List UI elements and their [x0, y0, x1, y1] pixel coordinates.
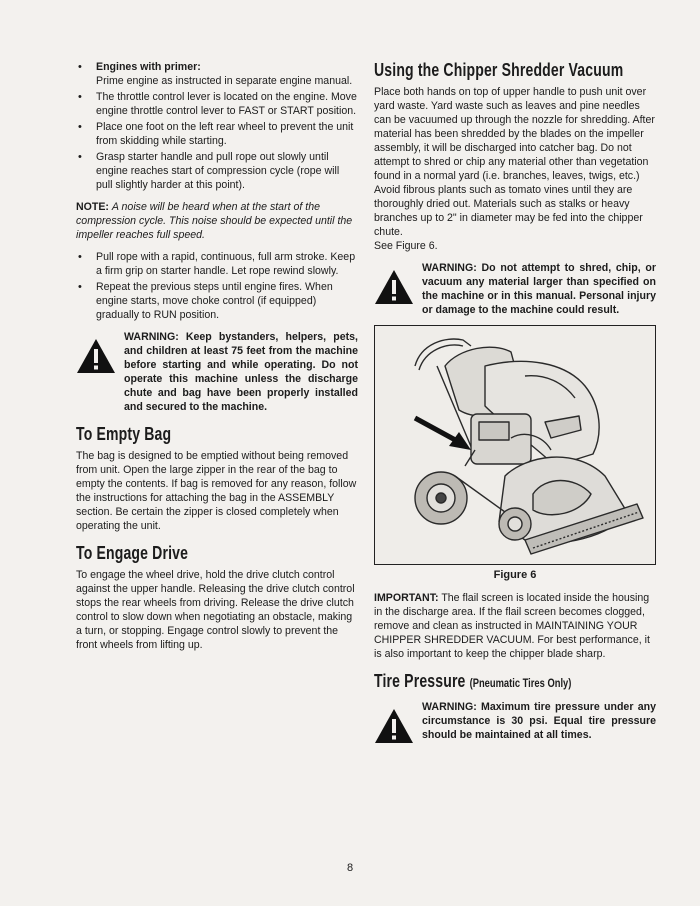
right-column — [374, 60, 656, 750]
warning-triangle-icon — [374, 708, 414, 744]
important-text: The flail screen is located inside the housing in the discharge area. If the flail screen becomes clogged, remove and clean as instructed in MAINTAINING YOUR CHIPPER SHREDDER VACUUM. For best performance, it is also important to keep the chipper blade sharp. — [374, 592, 650, 660]
important-label: IMPORTANT: — [374, 592, 439, 604]
note — [76, 200, 358, 242]
bullet-text: Repeat the previous steps until engine fires. When engine starts, move choke control (if equipped) gradually to RUN position. — [96, 281, 333, 321]
note-label: NOTE: — [76, 201, 109, 213]
warning-triangle-icon — [76, 338, 116, 374]
note-text: A noise will be heard when at the start of the compression cycle. This noise should be expected until the impeller reaches full speed. — [76, 201, 353, 241]
bystanders-warning — [76, 330, 358, 414]
engage-drive-heading: To Engage Drive — [76, 543, 189, 563]
figure-caption: Figure 6 — [493, 569, 537, 581]
bullet-text: The throttle control lever is located on the engine. Move engine throttle control lever to FAST or START position. — [96, 91, 357, 117]
starting-steps-list-2 — [76, 250, 358, 322]
list-item — [76, 280, 358, 322]
vacuum-text: Place both hands on top of upper handle to push unit over yard waste. Yard waste such as leaves and pine needles can be vacuumed up through the nozzle for shredding. After material has been shredded by the blades on the impeller assembly, it will be discharged into catcher bag. Do not attempt to shred or chip any material other than vegetation found in a normal yard (i.e. branches, leaves, twigs, etc.) Avoid fibrous plants such as tomato vines until they are thoroughly dried out. Materials such as stalks or heavy branches up to 2" in diameter may be fed into the chipper chute. — [374, 86, 655, 238]
bullet-text: Prime engine as instructed in separate engine manual. — [96, 75, 353, 87]
engage-drive-text: To engage the wheel drive, hold the drive clutch control against the upper handle. Releasing the drive clutch control stops the rear wheels from driving. Release the drive clutch control to slow down when negotiating an obstacle, making a turn, or stopping. Engage control slowly to prevent the front wheels from lifting up. — [76, 569, 355, 651]
tire-pressure-warning — [374, 700, 656, 742]
bullet-text: Place one foot on the left rear wheel to prevent the unit from skidding while starting. — [96, 121, 354, 147]
warning-text: WARNING: Do not attempt to shred, chip, or vacuum any material larger than specified on the machine or in this manual. Personal injury or damage to the machine could result. — [422, 262, 656, 316]
figure-6-illustration — [374, 325, 656, 565]
tire-pressure-subtitle: (Pneumatic Tires Only) — [469, 676, 572, 690]
page-number: 8 — [346, 862, 354, 874]
important-note — [374, 591, 656, 661]
bullet-text: Grasp starter handle and pull rope out slowly until engine reaches start of compression cycle (rope will pull slightly harder at this point). — [96, 151, 340, 191]
tire-pressure-title: Tire Pressure — [374, 671, 466, 691]
arrow-icon — [415, 418, 471, 450]
empty-bag-heading: To Empty Bag — [76, 424, 172, 444]
starting-steps-list — [76, 60, 358, 192]
warning-text: WARNING: Keep bystanders, helpers, pets, and children at least 75 feet from the machine before starting and while operating. Do not operate this machine unless the discharge chute and bag have been properly installed and secured to the machine. — [124, 331, 358, 413]
list-item — [76, 90, 358, 118]
warning-text: WARNING: Maximum tire pressure under any circumstance is 30 psi. Equal tire pressure should be maintained at all times. — [422, 701, 656, 741]
see-figure-text: See Figure 6. — [374, 240, 438, 252]
material-warning — [374, 261, 656, 317]
bullet-heading: • Engines with primer: — [96, 61, 201, 73]
list-item — [76, 150, 358, 192]
bullet-text: Pull rope with a rapid, continuous, full arm stroke. Keep a firm grip on starter handle. Let rope rewind slowly. — [96, 251, 356, 277]
list-item — [76, 60, 358, 88]
list-item — [76, 120, 358, 148]
left-column — [76, 60, 358, 656]
vacuum-heading: Using the Chipper Shredder Vacuum — [374, 60, 624, 80]
chipper-shredder-illustration — [375, 326, 655, 564]
tire-pressure-heading — [374, 671, 594, 692]
empty-bag-text: The bag is designed to be emptied without being removed from unit. Open the large zipper in the rear of the bag to empty the contents. If bag is removed for any reason, follow the instructions for attaching the bag in the ASSEMBLY section. Be certain the zipper is closed completely when operating the unit. — [76, 450, 357, 532]
warning-triangle-icon — [374, 269, 414, 305]
list-item — [76, 250, 358, 278]
